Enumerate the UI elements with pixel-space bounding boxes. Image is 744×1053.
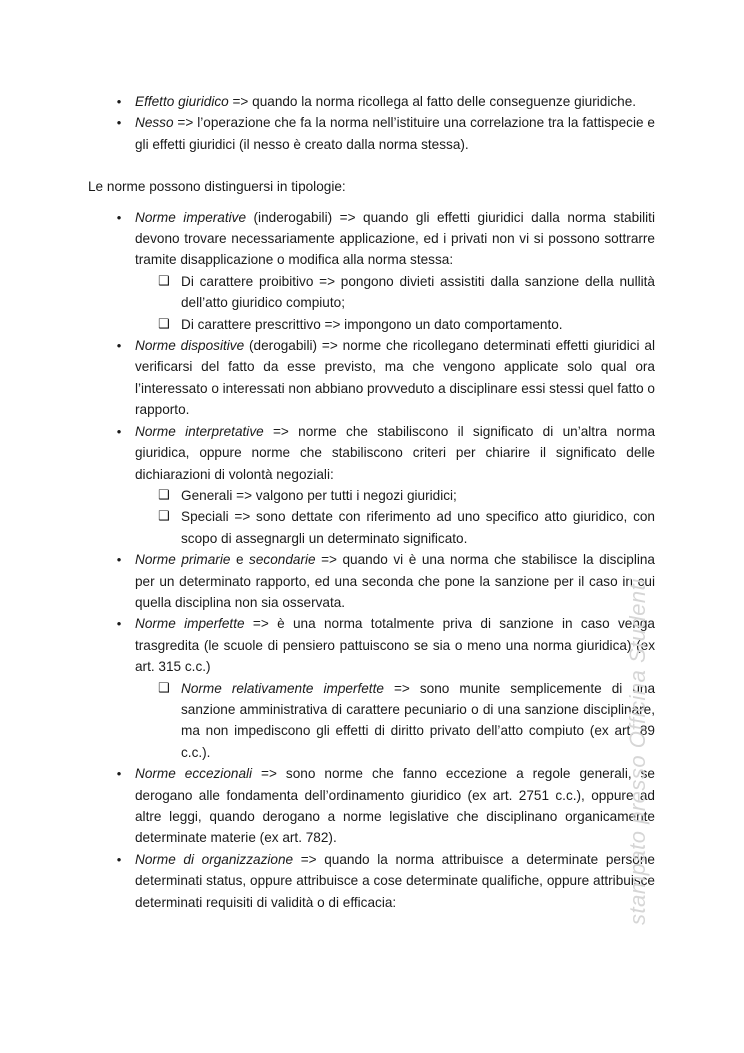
- term: Norme primarie: [135, 552, 231, 568]
- spacer: [88, 155, 655, 176]
- sub-item: [135, 485, 655, 506]
- sub-list: [135, 678, 655, 764]
- list-item-norme-imperative: [88, 207, 655, 335]
- sub-item-text: Speciali => sono dettate con riferimento ad uno specifico atto giuridico, con scopo di assegnargli un determinato significato.: [181, 509, 655, 546]
- types-list: [88, 207, 655, 913]
- sub-item: [135, 271, 655, 314]
- sub-item-text: Generali => valgono per tutti i negozi giuridici;: [181, 487, 457, 503]
- intro-paragraph: Le norme possono distinguersi in tipologie:: [88, 179, 346, 195]
- term: Effetto giuridico: [135, 94, 229, 109]
- sub-item-text: Di carattere prescrittivo => impongono un dato comportamento.: [181, 316, 563, 332]
- definition: => quando la norma ricollega al fatto delle conseguenze giuridiche.: [228, 94, 637, 109]
- watermark: stampato presso Officina Studenti: [625, 578, 650, 925]
- definition: => quando vi è una norma che stabilisce la disciplina per un determinato rapporto, ed una seconda che pone la sanzione per il caso in cui quella disciplina non sia osservata.: [135, 552, 655, 610]
- bullet-icon: •: [116, 766, 122, 782]
- list-item-norme-interpretative: [88, 421, 655, 549]
- sub-list: [135, 485, 655, 549]
- document-content: [88, 91, 655, 913]
- bullet-icon: •: [116, 552, 122, 568]
- spacer: [88, 198, 655, 207]
- bullet-icon: •: [116, 851, 122, 867]
- definition: => è una norma totalmente priva di sanzione in caso venga trasgredita (le scuole di pensiero pattuiscono se sia o meno una norma giuridica) (ex art. 315 c.c.): [135, 616, 655, 675]
- sub-list: [135, 271, 655, 335]
- list-item-norme-eccezionali: [88, 763, 655, 849]
- bullet-icon: •: [116, 338, 122, 354]
- sub-item: [135, 314, 655, 335]
- bullet-icon: •: [116, 423, 122, 439]
- list-item-effetto-giuridico: [88, 91, 655, 112]
- definitions-list: [88, 91, 655, 155]
- term: Norme interpretative: [135, 423, 264, 439]
- term: Norme di organizzazione: [135, 851, 294, 867]
- sub-item-text: => sono munite semplicemente di una sanzione amministrativa di carattere pecuniario o di una sanzione disciplinare, ma non impediscono gli effetti di diritto privato dell’atto compiuto (ex art. 89 c.c.).: [181, 680, 656, 760]
- definition: => sono norme che fanno eccezione a regole generali, se derogano alle fondamenta dell’ordinamento giuridico (ex art. 2751 c.c.), oppure ad altre leggi, quando derogano a norme legislative che disciplinano organicamente determinate materie (ex art. 782).: [135, 766, 655, 846]
- sub-item: [135, 678, 655, 764]
- term: secondarie: [249, 552, 316, 568]
- conjunction: e: [230, 552, 250, 568]
- term: Norme imperative: [135, 209, 247, 225]
- sub-item: [135, 506, 655, 549]
- definition: => l’operazione che fa la norma nell’istituire una correlazione tra la fattispecie e gli effetti giuridici (il nesso è creato dalla norma stessa).: [135, 115, 655, 152]
- definition: => norme che stabiliscono il significato di un’altra norma giuridica, oppure norme che stabiliscono criteri per chiarire il significato delle dichiarazioni di volontà negoziali:: [135, 423, 655, 482]
- term: Norme dispositive: [135, 338, 245, 354]
- checkbox-icon: ❑: [158, 680, 170, 696]
- checkbox-icon: ❑: [158, 273, 170, 289]
- term: Norme eccezionali: [135, 766, 253, 782]
- term: Norme imperfette: [135, 616, 245, 632]
- definition: (inderogabili) => quando gli effetti giuridici dalla norma stabiliti devono trovare necessariamente applicazione, ed i privati non vi si possono sottrarre tramite disapplicazione o modifica alla norma stessa:: [135, 209, 655, 268]
- definition: => quando la norma attribuisce a determinate persone determinati status, oppure attribuisce a cose determinate qualifiche, oppure attribuisce determinati requisiti di validità o di efficacia:: [135, 851, 655, 910]
- definition: (derogabili) => norme che ricollegano determinati effetti giuridici al verificarsi del fatto da esse previsto, ma che vengono applicate solo qual ora l’interessato o interessati non abbiano provveduto a disciplinare essi stessi quel fatto o rapporto.: [135, 338, 655, 418]
- checkbox-icon: ❑: [158, 316, 170, 332]
- checkbox-icon: ❑: [158, 509, 170, 525]
- bullet-icon: •: [116, 94, 122, 109]
- sub-item-text: Di carattere proibitivo => pongono divieti assistiti dalla sanzione della nullità dell’atto giuridico compiuto;: [181, 273, 655, 311]
- list-item-norme-imperfette: [88, 613, 655, 763]
- list-item-norme-dispositive: [88, 335, 655, 421]
- bullet-icon: •: [116, 616, 122, 632]
- sub-item-term: Norme relativamente imperfette: [181, 680, 384, 696]
- checkbox-icon: ❑: [158, 487, 170, 503]
- bullet-icon: •: [116, 209, 122, 225]
- term: Nesso: [135, 115, 174, 131]
- list-item-norme-primarie-secondarie: [88, 549, 655, 613]
- list-item-nesso: [88, 112, 655, 155]
- list-item-norme-organizzazione: [88, 849, 655, 913]
- bullet-icon: •: [116, 115, 122, 131]
